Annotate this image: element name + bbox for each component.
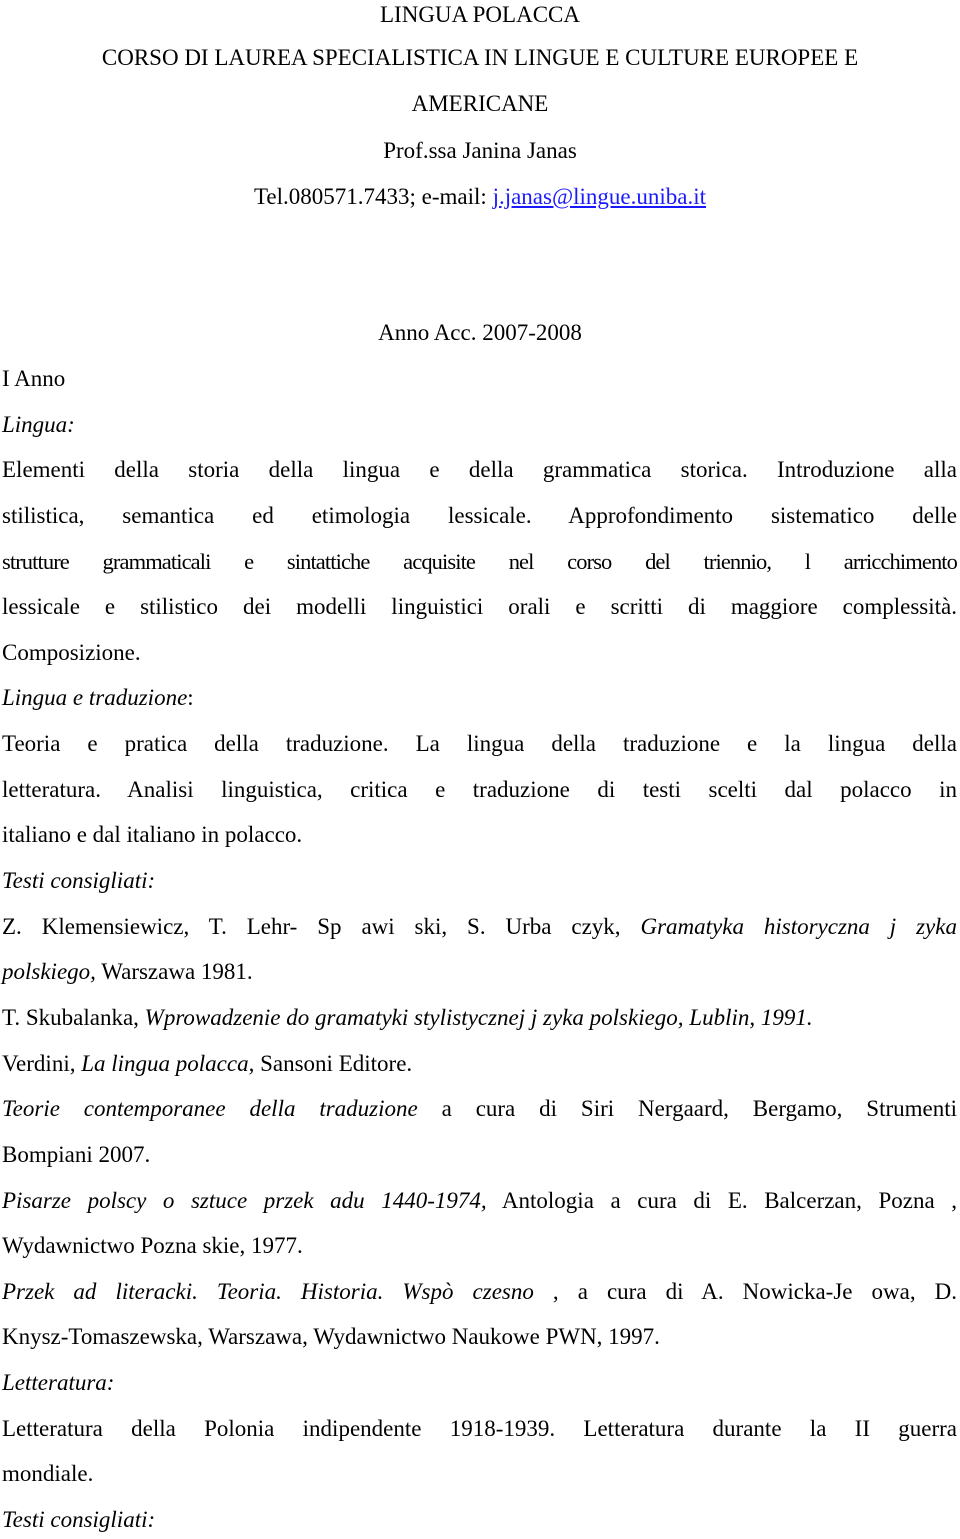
professor-name bbox=[0, 136, 960, 166]
course-name-line-1: CORSO DI LAUREA SPECIALISTICA IN LINGUE E CULTURE EUROPEE E bbox=[101, 45, 859, 70]
traduzione-heading-colon: : bbox=[187, 685, 194, 710]
bibliography-entry-6-continued: Knysz-Tomaszewska, Warszawa, Wydawnictwo Naukowe PWN, 1997. bbox=[2, 1324, 660, 1349]
contact-line bbox=[0, 182, 960, 212]
entry-2-author: T. Skubalanka, bbox=[2, 1005, 145, 1030]
entry-6-details: , a cura di A. Nowicka-Je owa, D. bbox=[533, 1279, 957, 1304]
entry-3-publisher: Sansoni Editore. bbox=[254, 1051, 413, 1076]
lingua-heading: Lingua: bbox=[2, 412, 75, 437]
entry-2-title: Wprowadzenie do gramatyki stylistycznej j zyka polskiego, Lublin, 1991. bbox=[144, 1005, 813, 1030]
email-link[interactable]: j.janas@lingue.uniba.it bbox=[492, 184, 707, 209]
traduzione-text-line-3: italiano e dal italiano in polacco. bbox=[2, 822, 303, 847]
lingua-text-line-4: lessicale e stilistico dei modelli linguistici orali e scritti di maggiore complessità. bbox=[2, 594, 957, 619]
entry-1-title-end: polskiego, bbox=[2, 959, 96, 984]
entry-1-publisher: Warszawa 1981. bbox=[95, 959, 253, 984]
bibliography-entry-3 bbox=[2, 1049, 957, 1079]
professor-name-text: Prof.ssa Janina Janas bbox=[383, 138, 577, 163]
traduzione-heading bbox=[2, 683, 957, 713]
bibliography-entry-2 bbox=[2, 1003, 957, 1033]
entry-4-title: Teorie contemporanee della traduzione bbox=[2, 1096, 418, 1121]
entry-5-title: Pisarze polscy o sztuce przek adu 1440-1974, bbox=[2, 1188, 487, 1213]
entry-1-authors: Z. Klemensiewicz, T. Lehr- Sp awi ski, S. Urba czyk, bbox=[2, 914, 641, 939]
lingua-text-line-2: stilistica, semantica ed etimologia lessicale. Approfondimento sistematico delle bbox=[2, 503, 957, 528]
course-name-line-2: AMERICANE bbox=[411, 91, 549, 116]
letteratura-text-line-1: Letteratura della Polonia indipendente 1918-1939. Letteratura durante la II guerra bbox=[2, 1416, 957, 1441]
bibliography-entry-5 bbox=[2, 1186, 957, 1216]
testi-consigliati-heading: Testi consigliati: bbox=[2, 868, 156, 893]
entry-3-title: La lingua polacca, bbox=[81, 1051, 255, 1076]
contact-phone: Tel.080571.7433; e-mail: bbox=[253, 184, 493, 209]
entry-3-author: Verdini, bbox=[2, 1051, 82, 1076]
bibliography-entry-1-continued bbox=[2, 957, 957, 987]
traduzione-text-line-1: Teoria e pratica della traduzione. La lingua della traduzione e la lingua della bbox=[2, 731, 957, 756]
entry-6-title: Przek ad literacki. Teoria. Historia. Wspò czesno bbox=[2, 1279, 534, 1304]
academic-year: Anno Acc. 2007-2008 bbox=[378, 320, 582, 345]
bibliography-entry-5-continued: Wydawnictwo Pozna skie, 1977. bbox=[2, 1233, 303, 1258]
traduzione-heading-text: Lingua e traduzione bbox=[2, 685, 188, 710]
bibliography-entry-6 bbox=[2, 1277, 957, 1307]
letteratura-heading: Letteratura: bbox=[2, 1370, 115, 1395]
bibliography-entry-4-continued: Bompiani 2007. bbox=[2, 1142, 151, 1167]
lingua-text-line-1: Elementi della storia della lingua e della grammatica storica. Introduzione alla bbox=[2, 457, 957, 482]
lingua-text-line-5: Composizione. bbox=[2, 640, 141, 665]
entry-4-details: a cura di Siri Nergaard, Bergamo, Strumenti bbox=[417, 1096, 958, 1121]
entry-1-title: Gramatyka historyczna j zyka bbox=[640, 914, 957, 939]
course-title: LINGUA POLACCA bbox=[380, 2, 580, 27]
bibliography-entry-4 bbox=[2, 1094, 957, 1124]
letteratura-text-line-2: mondiale. bbox=[2, 1461, 94, 1486]
entry-5-details: Antologia a cura di E. Balcerzan, Pozna , bbox=[486, 1188, 957, 1213]
testi-consigliati-heading-2: Testi consigliati: bbox=[2, 1507, 156, 1532]
lingua-text-line-3: strutture grammaticali e sintattiche acquisite nel corso del triennio, l arricchimento bbox=[2, 549, 957, 574]
year-heading: I Anno bbox=[2, 366, 66, 391]
traduzione-text-line-2: letteratura. Analisi linguistica, critica e traduzione di testi scelti dal polacco in bbox=[2, 777, 957, 802]
bibliography-entry-1 bbox=[2, 912, 957, 942]
